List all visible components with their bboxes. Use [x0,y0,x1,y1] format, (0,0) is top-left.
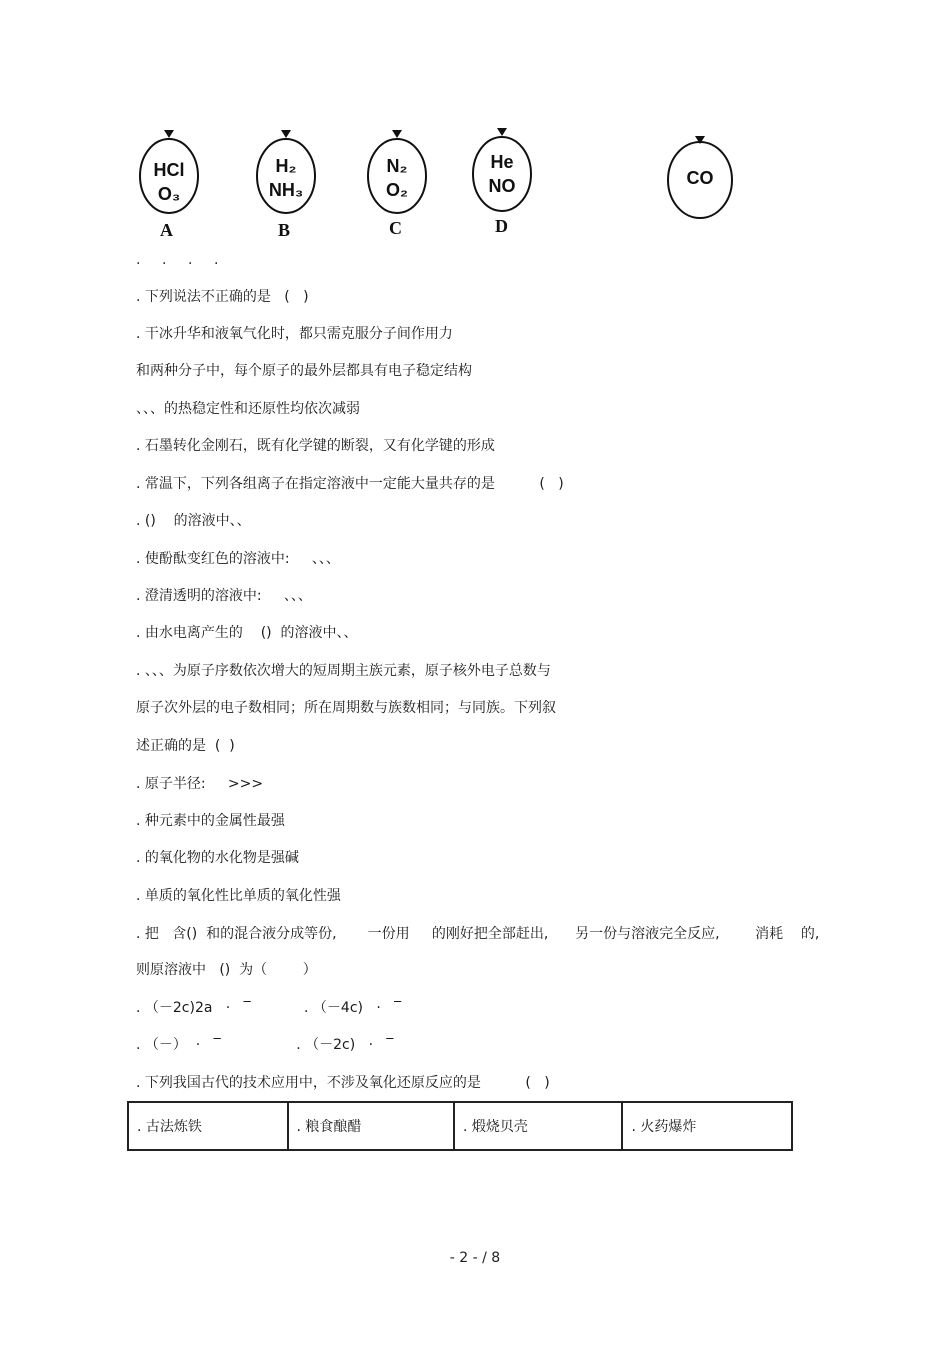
options-table [127,1101,793,1151]
dot: . [188,252,193,268]
q-line: . 原子半径: >>> [136,776,264,792]
q-line: . 下列说法不正确的是 ( ) [136,289,309,305]
q-line: . 石墨转化金刚石，既有化学键的断裂，又有化学键的形成 [136,438,495,454]
balloon-b-line1: H₂ [275,156,297,176]
q-line: 和两种分子中，每个原子的最外层都具有电子稳定结构 [136,363,472,379]
balloon-a-line2: O₃ [157,184,181,204]
balloon-d-line2: NO [488,176,516,196]
balloon-a-line1: HCl [153,160,185,180]
q-line: 、、、的热稳定性和还原性均依次减弱 [136,401,360,417]
dot-row [136,252,240,268]
q-line: . 干冰升华和液氧气化时，都只需克服分子间作用力 [136,326,453,342]
balloon-co [666,132,734,222]
q-line: . () 的溶液中、、 [136,513,251,529]
option-cell: . 火药爆炸 [622,1102,792,1150]
dot: . [162,252,167,268]
option-cell: . 粮食酿醋 [288,1102,454,1150]
balloon-a [137,126,201,216]
q-line: . （－2c)2a · ‾ . （－4c) · ‾ [136,1000,402,1016]
q-line: . 种元素中的金属性最强 [136,813,285,829]
option-cell: . 古法炼铁 [128,1102,288,1150]
balloon-c-line2: O₂ [386,180,408,200]
dot: . [214,252,219,268]
q-line: . 把 含() 和的混合液分成等份, 一份用 的刚好把全部赶出, 另一份与溶液完全反应, 消耗 的, [136,926,820,942]
balloon-d [470,124,534,214]
q-line: . 常温下，下列各组离子在指定溶液中一定能大量共存的是 ( ) [136,476,564,492]
q-line: 则原溶液中 () 为（ ） [136,962,317,978]
balloon-d-line1: He [490,152,514,172]
q-line: . 单质的氧化性比单质的氧化性强 [136,888,341,904]
q-line: . （－） · ‾ . （－2c) · ‾ [136,1037,394,1053]
q-line: . 由水电离产生的 () 的溶液中、、 [136,625,358,641]
balloon-a-label: A [160,220,173,240]
balloon-b-line2: NH₃ [268,180,304,200]
q-line: . 的氧化物的水化物是强碱 [136,850,299,866]
q-line: . 使酚酞变红色的溶液中: 、、、 [136,551,340,567]
balloon-b [254,126,318,216]
table-row [128,1102,792,1150]
q-line: 述正确的是 ( ) [136,738,235,754]
dot: . [136,252,141,268]
balloon-co-line1: CO [686,168,714,188]
balloon-c [365,126,429,216]
q-line: . 澄清透明的溶液中: 、、、 [136,588,312,604]
option-cell: . 煅烧贝壳 [454,1102,622,1150]
balloon-d-label: D [495,216,508,236]
page-number: - 2 - / 8 [449,1250,501,1266]
q-line: . 、、、为原子序数依次增大的短周期主族元素，原子核外电子总数与 [136,663,551,679]
balloon-c-line1: N₂ [386,156,408,176]
q-line: 原子次外层的电子数相同；所在周期数与族数相同；与同族。下列叙 [136,700,556,716]
balloon-b-label: B [278,220,291,240]
q-line: . 下列我国古代的技术应用中，不涉及氧化还原反应的是 ( ) [136,1075,550,1091]
balloon-c-label: C [389,218,402,238]
